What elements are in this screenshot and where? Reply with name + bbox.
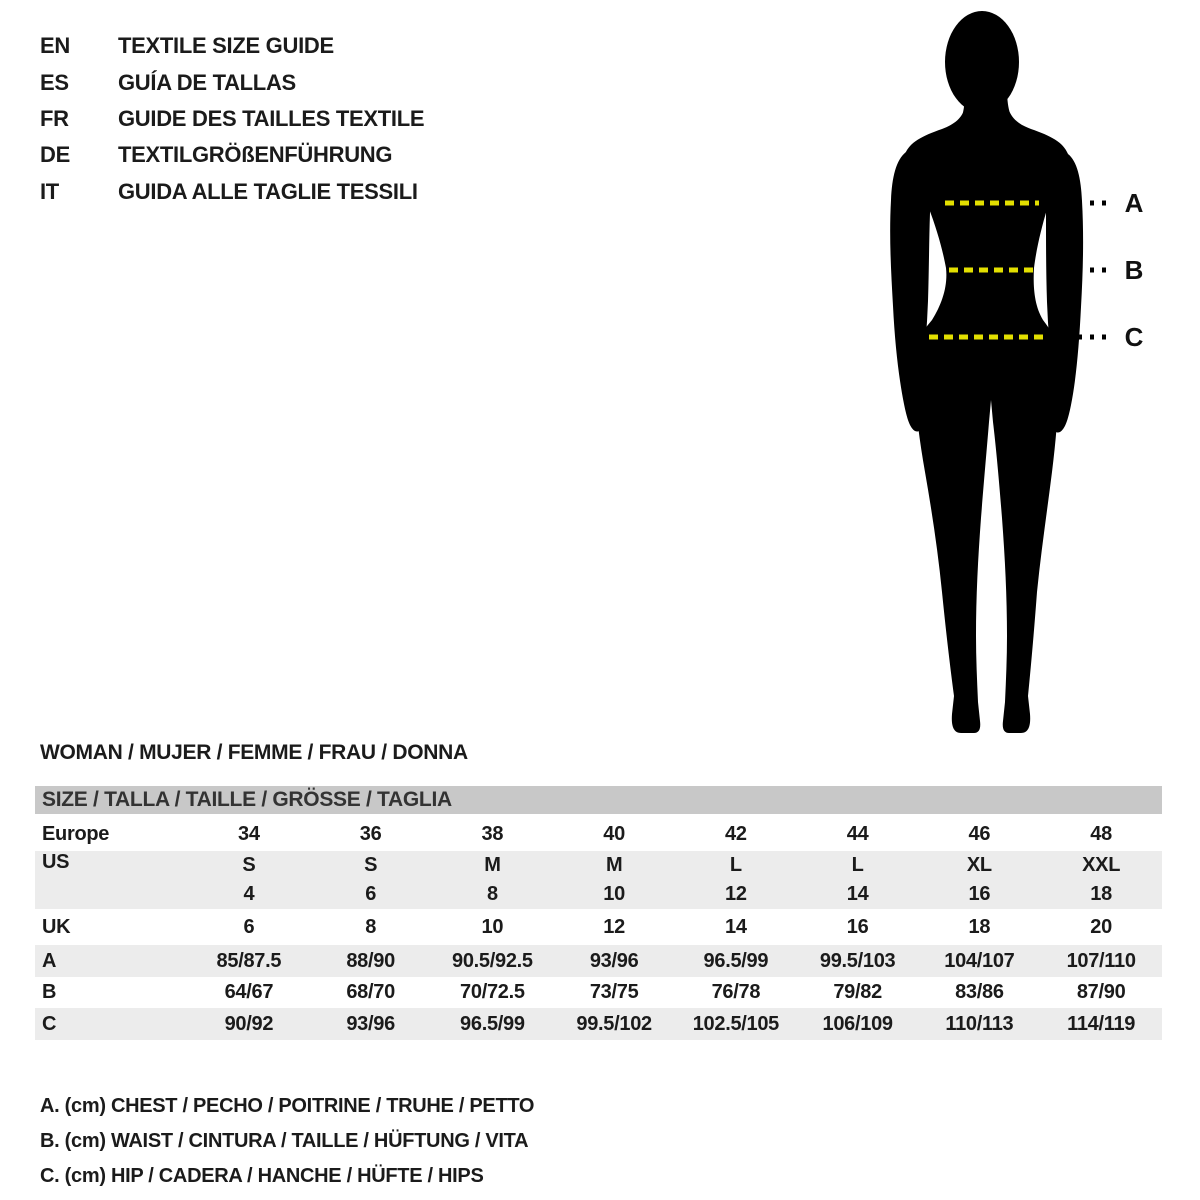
table-cell: 79/82 <box>833 981 882 1003</box>
table-cell: 38 <box>481 823 504 845</box>
language-code: IT <box>40 178 59 204</box>
table-cell-line2: 14 <box>846 883 869 905</box>
table-cell: 85/87.5 <box>216 950 282 972</box>
table-cell <box>432 851 554 909</box>
language-row <box>40 28 424 64</box>
language-title: GUÍA DE TALLAS <box>118 69 296 95</box>
language-row <box>40 137 424 173</box>
table-cell: 99.5/103 <box>819 950 896 972</box>
table-cell: 106/109 <box>822 1013 893 1035</box>
marker-label-b: B <box>1124 255 1144 285</box>
table-cell: 68/70 <box>346 981 395 1003</box>
row-label: US <box>42 851 70 873</box>
table-cell-line2: 18 <box>1090 883 1112 905</box>
table-cell: 8 <box>365 916 377 938</box>
table-cell: 96.5/99 <box>460 1013 525 1035</box>
table-cell: 96.5/99 <box>703 950 769 972</box>
measurement-legend <box>40 1089 534 1194</box>
table-cell: 99.5/102 <box>576 1013 652 1035</box>
size-table <box>35 786 1162 1040</box>
row-label: UK <box>42 916 71 938</box>
language-title: GUIDE DES TAILLES TEXTILE <box>118 105 425 131</box>
table-cell-line1: XL <box>966 854 992 876</box>
legend-line: C. (cm) HIP / CADERA / HANCHE / HÜFTE / HIPS <box>40 1165 484 1187</box>
language-title: TEXTILGRÖßENFÜHRUNG <box>118 142 393 168</box>
table-row <box>35 945 1162 977</box>
table-cell: 40 <box>603 823 625 845</box>
table-cell: 20 <box>1090 916 1112 938</box>
table-cell: 107/110 <box>1066 950 1136 972</box>
table-cell: 64/67 <box>224 981 274 1003</box>
table-row <box>35 977 1162 1008</box>
table-cell-line1: M <box>605 854 623 876</box>
table-cell: 44 <box>846 823 869 845</box>
table-cell-line2: 4 <box>243 883 255 905</box>
table-cell-line1: L <box>851 854 864 876</box>
table-cell-line1: XXL <box>1082 854 1121 876</box>
table-cell: 16 <box>846 916 869 938</box>
table-cell-line2: 16 <box>968 883 991 905</box>
legend-line: B. (cm) WAIST / CINTURA / TAILLE / HÜFTUNG / VITA <box>40 1130 529 1152</box>
table-cell <box>1040 851 1162 909</box>
marker-label-c: C <box>1124 322 1144 352</box>
table-cell: 93/96 <box>346 1013 395 1035</box>
table-cell: 18 <box>968 916 991 938</box>
legend-line: A. (cm) CHEST / PECHO / POITRINE / TRUHE / PETTO <box>40 1095 535 1117</box>
table-cell <box>310 851 432 909</box>
woman-silhouette-figure <box>850 0 1200 740</box>
table-cell: 14 <box>725 916 747 938</box>
table-cell: 90/92 <box>224 1013 274 1035</box>
language-row <box>40 64 424 100</box>
table-cell: 93/96 <box>589 950 639 972</box>
language-code: EN <box>40 33 70 59</box>
language-code: ES <box>40 69 69 95</box>
row-label: Europe <box>42 823 110 845</box>
section-title-woman: WOMAN / MUJER / FEMME / FRAU / DONNA <box>40 741 468 764</box>
language-code: DE <box>40 142 70 168</box>
table-cell-line1: M <box>484 854 501 876</box>
table-cell: 76/78 <box>711 981 761 1003</box>
table-cell <box>675 851 797 909</box>
row-label: A <box>42 950 57 972</box>
row-label: C <box>42 1013 57 1035</box>
language-title: TEXTILE SIZE GUIDE <box>118 33 334 59</box>
language-row <box>40 174 424 210</box>
table-cell: 6 <box>243 916 255 938</box>
table-row <box>35 851 1162 909</box>
table-cell: 90.5/92.5 <box>452 950 533 972</box>
language-list <box>40 28 424 210</box>
table-cell-line1: S <box>242 854 256 876</box>
size-table-rows <box>35 817 1162 1040</box>
language-code: FR <box>40 105 69 131</box>
table-cell: 110/113 <box>945 1013 1014 1035</box>
table-cell: 88/90 <box>346 950 395 972</box>
table-row <box>35 909 1162 945</box>
table-cell: 73/75 <box>589 981 639 1003</box>
table-cell-line1: L <box>729 854 742 876</box>
table-cell <box>919 851 1041 909</box>
size-table-header: SIZE / TALLA / TAILLE / GRÖSSE / TAGLIA <box>35 786 1162 814</box>
table-cell: 42 <box>725 823 747 845</box>
table-cell <box>797 851 919 909</box>
table-cell-line2: 8 <box>486 883 498 905</box>
table-cell-line2: 12 <box>725 883 747 905</box>
table-cell: 12 <box>603 916 625 938</box>
table-cell: 46 <box>968 823 991 845</box>
table-cell: 104/107 <box>944 950 1015 972</box>
table-cell: 83/86 <box>955 981 1004 1003</box>
table-cell: 87/90 <box>1076 981 1126 1003</box>
marker-label-a: A <box>1124 188 1144 218</box>
table-row <box>35 1008 1162 1040</box>
table-cell: 102.5/105 <box>692 1013 780 1035</box>
table-cell-line2: 6 <box>365 883 377 905</box>
table-cell: 10 <box>481 916 504 938</box>
row-label: B <box>42 981 57 1003</box>
woman-silhouette-icon <box>850 0 1200 740</box>
table-cell: 36 <box>359 823 382 845</box>
table-cell: 48 <box>1090 823 1112 845</box>
table-cell: 70/72.5 <box>460 981 525 1003</box>
table-cell-line2: 10 <box>603 883 625 905</box>
table-cell <box>188 851 310 909</box>
language-title: GUIDA ALLE TAGLIE TESSILI <box>118 178 418 204</box>
table-row <box>35 817 1162 851</box>
table-cell-line1: S <box>364 854 378 876</box>
table-cell: 34 <box>238 823 260 845</box>
language-row <box>40 101 424 137</box>
table-cell <box>553 851 675 909</box>
table-cell: 114/119 <box>1067 1013 1136 1035</box>
